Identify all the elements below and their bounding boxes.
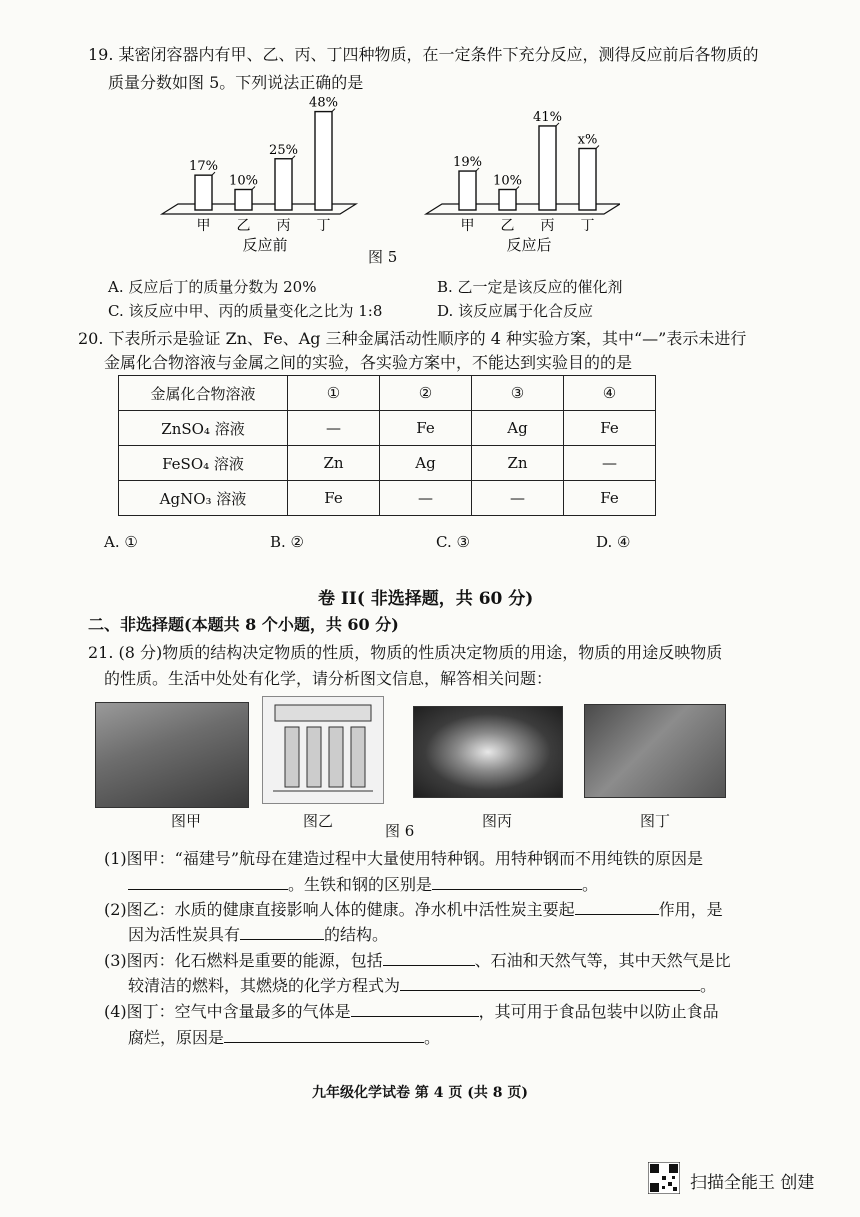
- q21-part4-text-c: 腐烂，原因是: [128, 1028, 225, 1047]
- chart-after: [426, 110, 620, 254]
- figure-6-caption: 图 6: [385, 822, 415, 840]
- q21-part2-line2: [128, 922, 388, 945]
- q21-part3-text-b: 、石油和天然气等，其中天然气是比: [474, 951, 731, 970]
- chart-bar: [459, 171, 476, 210]
- q21-part4-text-a: (4)图丁：空气中含量最多的气体是: [104, 1002, 351, 1021]
- chart-bar: [579, 149, 596, 211]
- chart-bar: [235, 190, 252, 211]
- table-cell: Fe: [380, 411, 472, 446]
- table-header-cell: 金属化合物溶液: [119, 376, 288, 411]
- table-header-cell: ③: [472, 376, 564, 411]
- scanner-watermark: 扫描全能王 创建: [690, 1173, 815, 1193]
- chart-title: 反应后: [506, 236, 552, 254]
- chart-bar: [539, 126, 556, 210]
- q21-part4-line1: [104, 999, 719, 1022]
- chart-title: 反应前: [242, 236, 288, 254]
- chart-bar: [195, 175, 212, 210]
- table-cell: AgNO₃ 溶液: [119, 481, 288, 516]
- chart-data-label: 48%: [309, 95, 338, 111]
- chart-bar: [275, 159, 292, 210]
- q19-stem-line1: 19. 某密闭容器内有甲、乙、丙、丁四种物质，在一定条件下充分反应，测得反应前后各物质的: [88, 45, 759, 64]
- q19-option-a: A. 反应后丁的质量分数为 20%: [108, 278, 317, 296]
- q21-stem-line2: 的性质。生活中处处有化学，请分析图文信息，解答相关问题：: [104, 669, 553, 688]
- chart-data-label: 25%: [269, 142, 298, 158]
- table-cell: Ag: [380, 446, 472, 481]
- chart-data-label: 10%: [493, 173, 522, 189]
- figure-5-charts: [150, 92, 620, 267]
- section-2-title: 卷 II( 非选择题，共 60 分): [318, 589, 534, 609]
- table-header-cell: ②: [380, 376, 472, 411]
- chart-data-label: 10%: [229, 173, 258, 189]
- q21-part3-line1: [104, 948, 731, 971]
- q21-part4-text-b: ，其可用于食品包装中以防止食品: [478, 1002, 719, 1021]
- photo-food-package: [584, 704, 726, 798]
- q21-part1-line1: (1)图甲：“福建号”航母在建造过程中大量使用特种钢。用特种钢而不用纯铁的原因是: [104, 849, 704, 868]
- figure-5-caption: 图 5: [368, 248, 398, 266]
- photo-water-purifier: [262, 696, 384, 804]
- q21-part3-text-a: (3)图丙：化石燃料是重要的能源，包括: [104, 951, 383, 970]
- table-cell: —: [472, 481, 564, 516]
- chart-category-label: 丁: [316, 218, 331, 234]
- chart-data-label: 17%: [189, 159, 218, 175]
- q19-option-c: C. 该反应中甲、丙的质量变化之比为 1:8: [108, 302, 383, 320]
- table-cell: Zn: [288, 446, 380, 481]
- table-cell: Ag: [472, 411, 564, 446]
- table-row: [119, 446, 656, 481]
- table-cell: Fe: [288, 481, 380, 516]
- caption-fig-a: 图甲: [171, 812, 202, 830]
- q20-option-b: B. ②: [270, 533, 305, 551]
- q21-part2-text-d: 的结构。: [324, 925, 389, 944]
- answer-blank[interactable]: [128, 875, 288, 890]
- q21-part2-text-a: (2)图乙：水质的健康直接影响人体的健康。净水机中活性炭主要起: [104, 900, 575, 919]
- answer-blank[interactable]: [383, 951, 475, 966]
- chart-category-label: 乙: [500, 218, 515, 234]
- chart-category-label: 丙: [540, 218, 555, 234]
- table-header-cell: ④: [564, 376, 656, 411]
- answer-blank[interactable]: [432, 875, 582, 890]
- q21-part4-text-d: 。: [424, 1028, 441, 1047]
- q21-part1-line2: [128, 872, 598, 895]
- page-footer: 九年级化学试卷 第 4 页 (共 8 页): [312, 1085, 528, 1101]
- table-cell: FeSO₄ 溶液: [119, 446, 288, 481]
- q20-stem-line1: 20. 下表所示是验证 Zn、Fe、Ag 三种金属活动性顺序的 4 种实验方案，其中“—”表示未进行: [78, 329, 747, 348]
- table-cell: Zn: [472, 446, 564, 481]
- chart-category-label: 乙: [236, 218, 251, 234]
- q21-part2-text-c: 因为活性炭具有: [128, 925, 241, 944]
- table-row: [119, 481, 656, 516]
- chart-before: [162, 96, 356, 254]
- table-cell: —: [380, 481, 472, 516]
- q21-part4-line2: [128, 1025, 440, 1048]
- q20-option-a: A. ①: [104, 533, 138, 551]
- q21-part1-text-b: 。生铁和钢的区别是: [288, 875, 433, 894]
- q21-part3-text-c: 较清洁的燃料，其燃烧的化学方程式为: [128, 976, 401, 995]
- caption-fig-c: 图丙: [482, 812, 513, 830]
- q19-option-b: B. 乙一定是该反应的催化剂: [437, 278, 623, 296]
- table-cell: Fe: [564, 411, 656, 446]
- table-cell: ZnSO₄ 溶液: [119, 411, 288, 446]
- chart-category-label: 甲: [196, 218, 211, 234]
- chart-data-label: 41%: [533, 109, 562, 125]
- q20-solution-table: [118, 375, 656, 516]
- answer-blank[interactable]: [351, 1002, 479, 1017]
- q21-part3-text-d: 。: [700, 976, 717, 995]
- q21-stem-line1: 21. (8 分)物质的结构决定物质的性质，物质的性质决定物质的用途，物质的用途反映物质: [88, 643, 723, 662]
- chart-category-label: 甲: [460, 218, 475, 234]
- q19-option-d: D. 该反应属于化合反应: [437, 302, 594, 320]
- answer-blank[interactable]: [575, 900, 659, 915]
- q20-stem-line2: 金属化合物溶液与金属之间的实验，各实验方案中，不能达到实验目的的是: [104, 353, 633, 372]
- qr-code-icon: [648, 1162, 680, 1194]
- q21-part2-text-b: 作用，是: [658, 900, 723, 919]
- table-cell: —: [564, 446, 656, 481]
- chart-category-label: 丙: [276, 218, 291, 234]
- q20-option-d: D. ④: [596, 533, 631, 551]
- q20-option-c: C. ③: [436, 533, 470, 551]
- chart-bar: [499, 190, 516, 211]
- chart-data-label: x%: [577, 132, 598, 148]
- caption-fig-d: 图丁: [640, 812, 671, 830]
- answer-blank[interactable]: [224, 1028, 424, 1043]
- q21-part1-text-c: 。: [582, 875, 599, 894]
- water-purifier-drawing: [263, 697, 383, 803]
- table-row: [119, 411, 656, 446]
- table-cell: Fe: [564, 481, 656, 516]
- photo-aircraft-carrier: [95, 702, 249, 808]
- chart-category-label: 丁: [580, 218, 595, 234]
- q21-part2-line1: [104, 897, 723, 920]
- q21-part3-line2: [128, 973, 716, 996]
- table-cell: —: [288, 411, 380, 446]
- table-header-cell: ①: [288, 376, 380, 411]
- chart-data-label: 19%: [453, 155, 482, 171]
- chart-bar: [315, 112, 332, 210]
- answer-blank[interactable]: [240, 925, 324, 940]
- section-2-subtitle: 二、非选择题(本题共 8 个小题，共 60 分): [88, 615, 399, 634]
- q19-stem-line2: 质量分数如图 5。下列说法正确的是: [108, 73, 364, 92]
- photo-gas-stove: [413, 706, 563, 798]
- caption-fig-b: 图乙: [303, 812, 334, 830]
- answer-blank[interactable]: [400, 976, 700, 991]
- table-header-row: [119, 376, 656, 411]
